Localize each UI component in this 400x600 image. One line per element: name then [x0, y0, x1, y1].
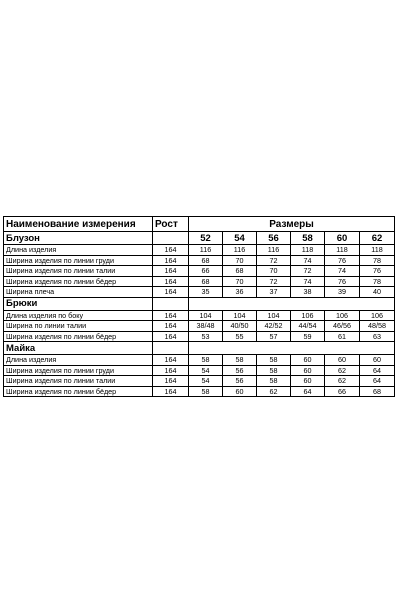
measurement-label: Ширина плеча [4, 287, 153, 298]
value-cell: 57 [257, 331, 291, 342]
value-cell: 66 [325, 386, 360, 397]
size-header: 62 [360, 232, 395, 245]
value-cell: 104 [189, 310, 223, 321]
value-cell: 40/50 [223, 321, 257, 332]
table-row [4, 310, 395, 321]
empty-cell [189, 342, 395, 355]
value-cell: 56 [223, 376, 257, 387]
value-cell: 61 [325, 331, 360, 342]
section-header-row [4, 232, 395, 245]
section-title: Брюки [4, 297, 153, 310]
value-cell: 60 [223, 386, 257, 397]
value-cell: 42/52 [257, 321, 291, 332]
value-cell: 64 [360, 365, 395, 376]
value-cell: 116 [257, 245, 291, 256]
value-cell: 59 [291, 331, 325, 342]
height-cell: 164 [153, 386, 189, 397]
empty-cell [189, 297, 395, 310]
value-cell: 58 [223, 355, 257, 366]
height-cell: 164 [153, 310, 189, 321]
value-cell: 106 [291, 310, 325, 321]
size-header: 54 [223, 232, 257, 245]
value-cell: 70 [257, 266, 291, 277]
value-cell: 54 [189, 376, 223, 387]
height-cell: 164 [153, 287, 189, 298]
table-row [4, 266, 395, 277]
value-cell: 53 [189, 331, 223, 342]
size-header: 58 [291, 232, 325, 245]
value-cell: 60 [291, 376, 325, 387]
measurement-label: Ширина изделия по линии бёдер [4, 331, 153, 342]
value-cell: 68 [223, 266, 257, 277]
value-cell: 64 [360, 376, 395, 387]
value-cell: 63 [360, 331, 395, 342]
value-cell: 35 [189, 287, 223, 298]
empty-cell [153, 342, 189, 355]
table-row [4, 276, 395, 287]
value-cell: 36 [223, 287, 257, 298]
height-cell: 164 [153, 331, 189, 342]
value-cell: 118 [325, 245, 360, 256]
value-cell: 56 [223, 365, 257, 376]
empty-cell [153, 297, 189, 310]
value-cell: 55 [223, 331, 257, 342]
value-cell: 72 [291, 266, 325, 277]
value-cell: 46/56 [325, 321, 360, 332]
value-cell: 72 [257, 255, 291, 266]
value-cell: 58 [257, 355, 291, 366]
measurement-label: Ширина по линии талии [4, 321, 153, 332]
value-cell: 44/54 [291, 321, 325, 332]
value-cell: 76 [325, 255, 360, 266]
table-row [4, 376, 395, 387]
value-cell: 60 [291, 355, 325, 366]
value-cell: 37 [257, 287, 291, 298]
table-row [4, 355, 395, 366]
height-cell: 164 [153, 355, 189, 366]
value-cell: 38 [291, 287, 325, 298]
table-row [4, 386, 395, 397]
empty-cell [153, 232, 189, 245]
value-cell: 78 [360, 276, 395, 287]
table-row [4, 287, 395, 298]
value-cell: 40 [360, 287, 395, 298]
table-row [4, 331, 395, 342]
value-cell: 106 [360, 310, 395, 321]
value-cell: 74 [291, 255, 325, 266]
value-cell: 74 [291, 276, 325, 287]
value-cell: 104 [223, 310, 257, 321]
section-header-row [4, 297, 395, 310]
size-header: 56 [257, 232, 291, 245]
value-cell: 58 [257, 365, 291, 376]
value-cell: 76 [360, 266, 395, 277]
table-body [4, 217, 395, 397]
value-cell: 54 [189, 365, 223, 376]
section-header-row [4, 342, 395, 355]
height-cell: 164 [153, 266, 189, 277]
size-chart-table [3, 216, 395, 397]
measurement-label: Ширина изделия по линии талии [4, 376, 153, 387]
value-cell: 39 [325, 287, 360, 298]
value-cell: 76 [325, 276, 360, 287]
value-cell: 60 [325, 355, 360, 366]
section-title: Блузон [4, 232, 153, 245]
measurement-label: Длина изделия по боку [4, 310, 153, 321]
value-cell: 68 [189, 276, 223, 287]
value-cell: 48/58 [360, 321, 395, 332]
value-cell: 66 [189, 266, 223, 277]
measurement-label: Ширина изделия по линии груди [4, 365, 153, 376]
measurement-label: Длина изделия [4, 245, 153, 256]
value-cell: 72 [257, 276, 291, 287]
value-cell: 58 [189, 386, 223, 397]
table-row [4, 255, 395, 266]
value-cell: 58 [189, 355, 223, 366]
measurement-label: Ширина изделия по линии талии [4, 266, 153, 277]
value-cell: 70 [223, 276, 257, 287]
value-cell: 74 [325, 266, 360, 277]
value-cell: 60 [291, 365, 325, 376]
measurement-label: Ширина изделия по линии груди [4, 255, 153, 266]
header-height: Рост [153, 217, 189, 232]
value-cell: 62 [325, 365, 360, 376]
measurement-label: Ширина изделия по линии бёдер [4, 276, 153, 287]
value-cell: 70 [223, 255, 257, 266]
value-cell: 64 [291, 386, 325, 397]
value-cell: 68 [360, 386, 395, 397]
value-cell: 38/48 [189, 321, 223, 332]
value-cell: 116 [223, 245, 257, 256]
header-row [4, 217, 395, 232]
height-cell: 164 [153, 255, 189, 266]
header-sizes: Размеры [189, 217, 395, 232]
value-cell: 62 [257, 386, 291, 397]
measurement-label: Длина изделия [4, 355, 153, 366]
size-header: 60 [325, 232, 360, 245]
value-cell: 58 [257, 376, 291, 387]
size-header: 52 [189, 232, 223, 245]
height-cell: 164 [153, 376, 189, 387]
height-cell: 164 [153, 321, 189, 332]
value-cell: 104 [257, 310, 291, 321]
value-cell: 106 [325, 310, 360, 321]
section-title: Майка [4, 342, 153, 355]
table-row [4, 321, 395, 332]
value-cell: 68 [189, 255, 223, 266]
height-cell: 164 [153, 245, 189, 256]
height-cell: 164 [153, 365, 189, 376]
value-cell: 118 [360, 245, 395, 256]
value-cell: 62 [325, 376, 360, 387]
height-cell: 164 [153, 276, 189, 287]
table-row [4, 365, 395, 376]
value-cell: 78 [360, 255, 395, 266]
header-name: Наименование измерения [4, 217, 153, 232]
value-cell: 116 [189, 245, 223, 256]
value-cell: 118 [291, 245, 325, 256]
table-row [4, 245, 395, 256]
measurement-label: Ширина изделия по линии бёдер [4, 386, 153, 397]
value-cell: 60 [360, 355, 395, 366]
